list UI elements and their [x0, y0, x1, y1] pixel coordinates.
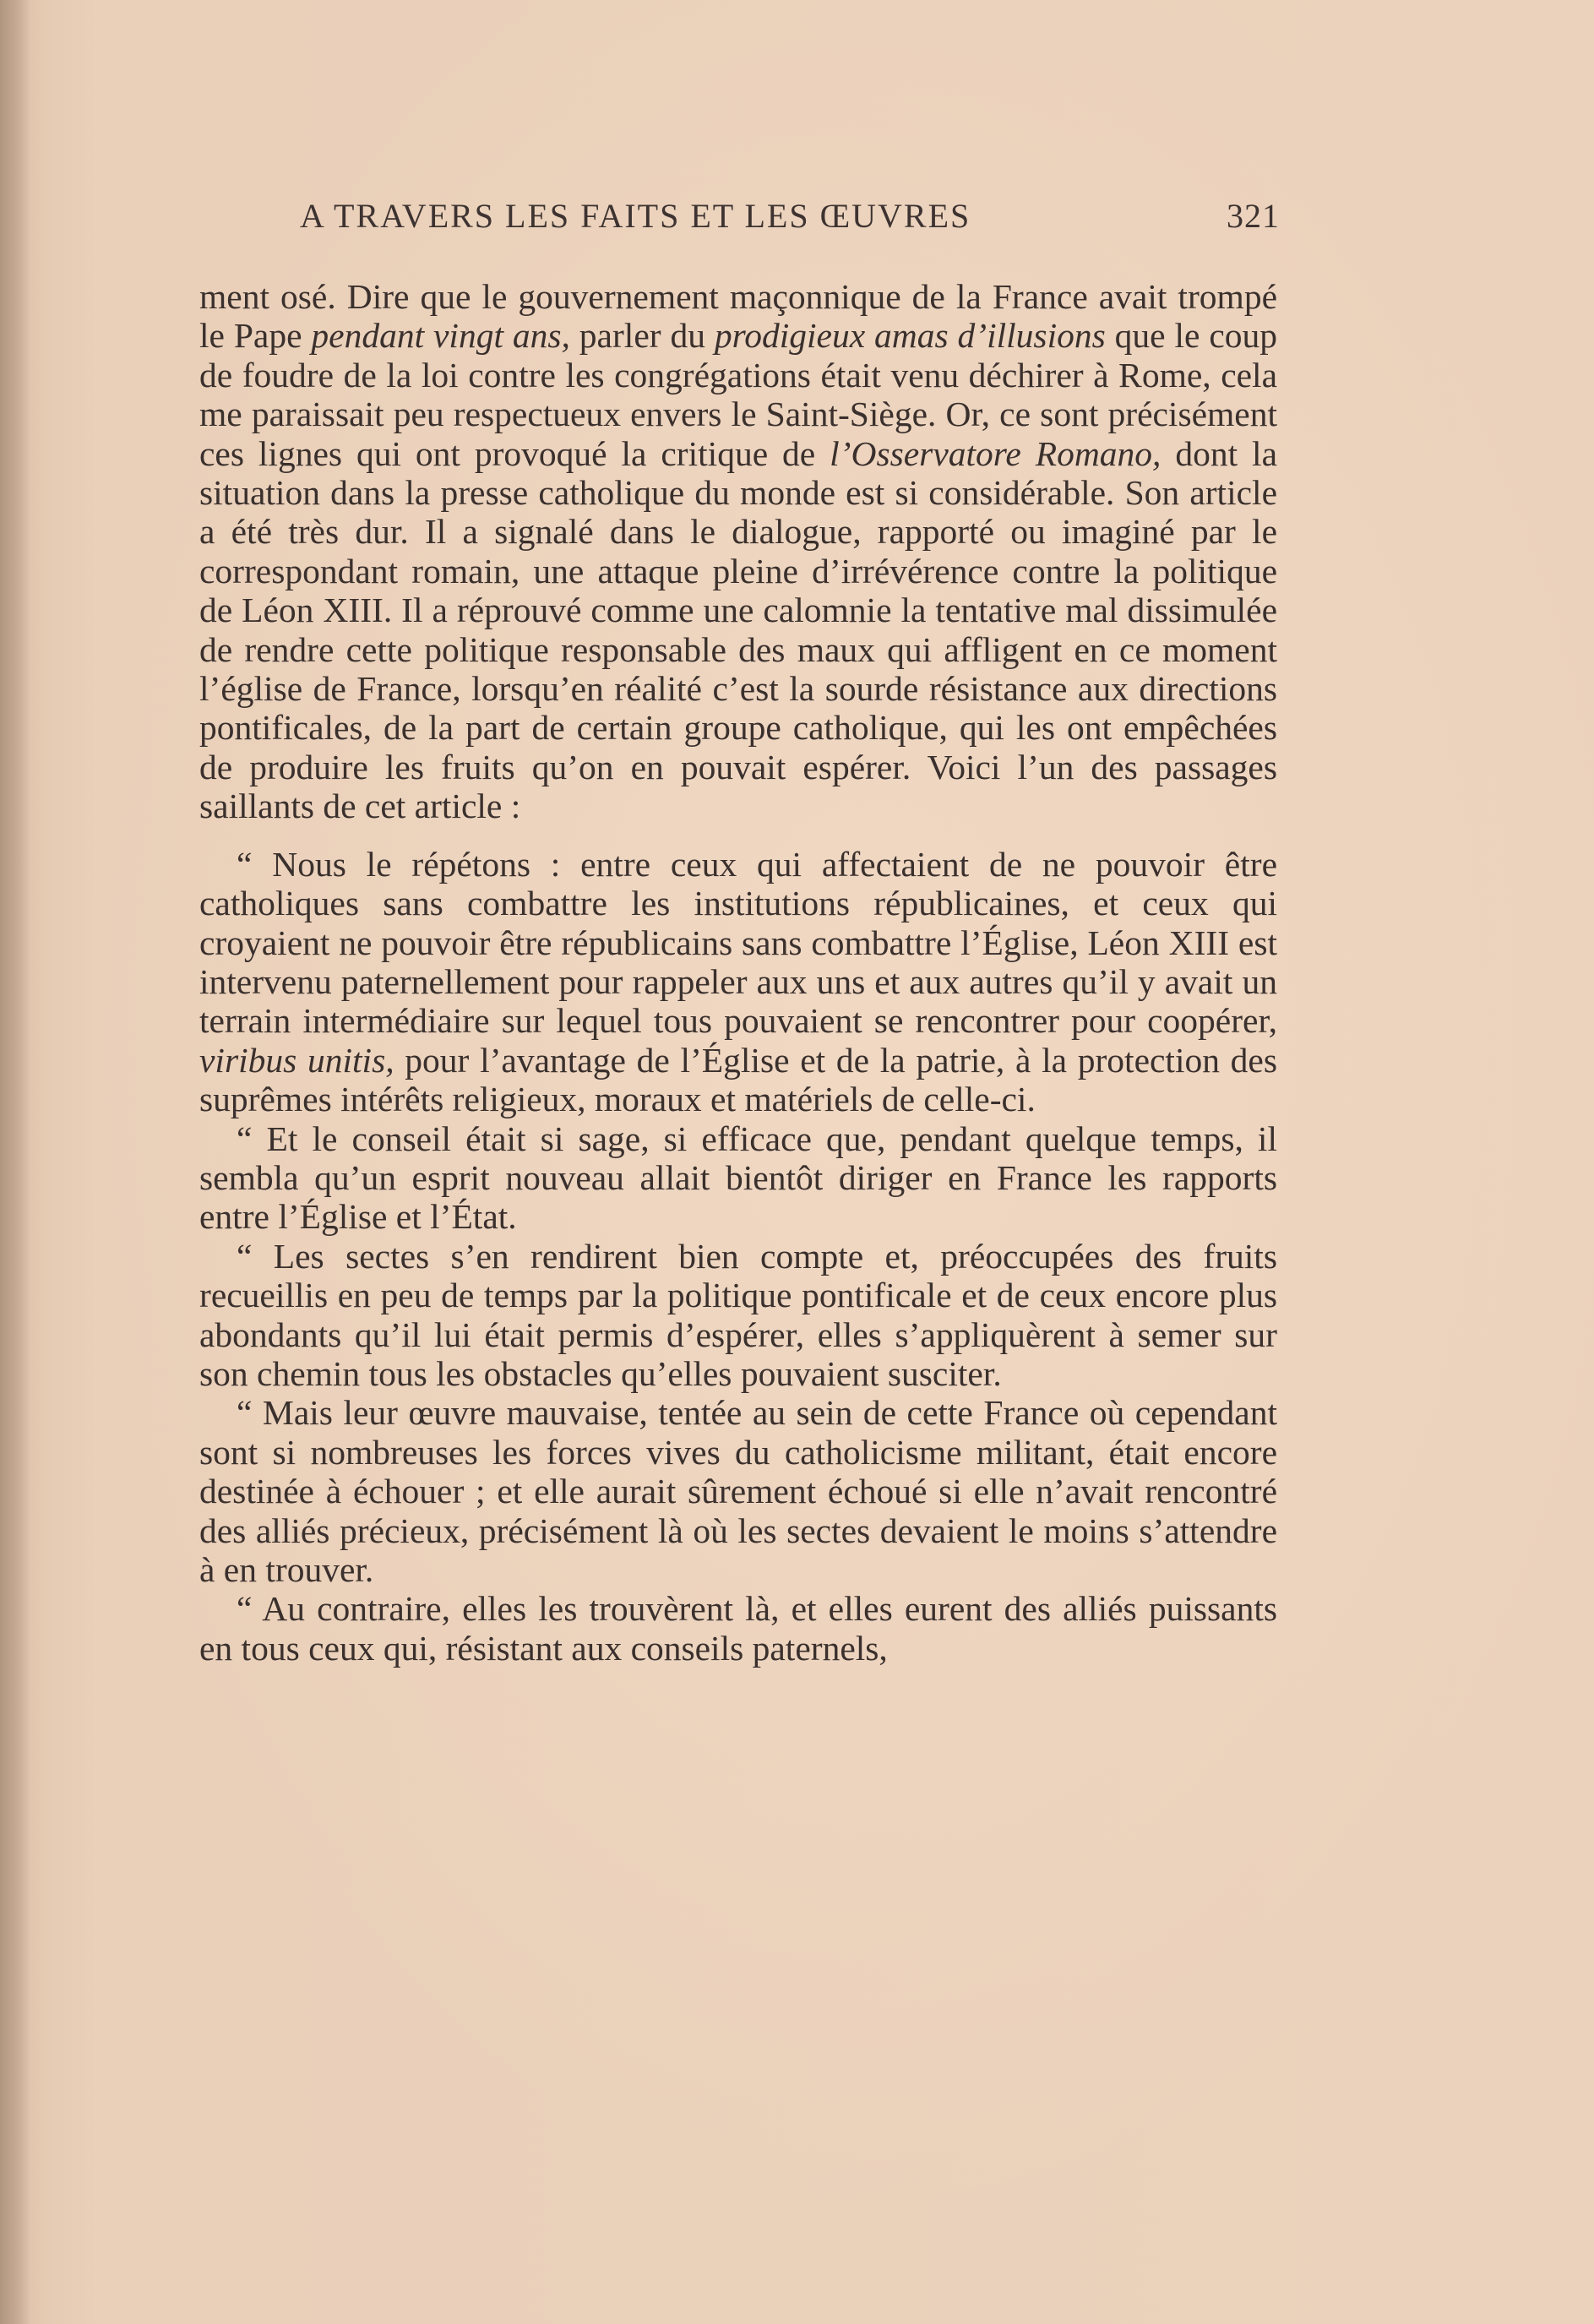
italic-segment: l’Osservatore Romano,: [830, 433, 1161, 473]
text-segment: parler du: [569, 316, 715, 356]
quote-paragraph-3: [199, 1237, 1277, 1394]
quote-paragraph-5: [199, 1589, 1277, 1668]
text-segment: pour l’avantage de l’Église et de la patrie, à la protection des suprêmes intérêts religieux, moraux et matériels de celle-ci.: [199, 1040, 1277, 1119]
paragraph-intro: [199, 277, 1277, 826]
text-segment: que le coup de foudre de la loi contre les congrégations était venu déchirer à Rome, cela me paraissait peu respectueux envers le Saint-Siège. Or, ce sont précisément ces lignes qui ont provoqué la critique de: [199, 316, 1278, 473]
page-binding-edge: [0, 0, 30, 2324]
running-head: [300, 196, 1280, 247]
italic-segment: viribus unitis,: [199, 1040, 394, 1080]
text-segment: dont la situation dans la presse catholique du monde est si considérable. Son article a été très dur. Il a signalé dans le dialogue, rapporté ou imaginé par le correspondant romain, une attaque pleine d’irrévérence contre la politique de Léon XIII. Il a réprouvé comme une calomnie la tentative mal dissimulée de rendre cette politique responsable des maux qui affligent en ce moment l’église de France, lorsqu’en réalité c’est la sourde résistance aux directions pontificales, de la part de certain groupe catholique, qui les ont empêchées de produire les fruits qu’on en pouvait espérer. Voici l’un des passages saillants de cet article :: [199, 433, 1278, 826]
running-title: A TRAVERS LES FAITS ET LES ŒUVRES: [300, 197, 971, 235]
text-segment: “ Les sectes s’en rendirent bien compte et, préoccupées des fruits recueillis en peu de temps par la politique pontificale et de ceux encore plus abondants qu’il lui était permis d’espérer, elles s’appliquèrent à semer sur son chemin tous les obstacles qu’elles pouvaient susciter.: [199, 1236, 1277, 1393]
text-segment: “ Au contraire, elles les trouvèrent là, et elles eurent des alliés puissants en tous ceux qui, résistant aux conseils paternels,: [199, 1589, 1277, 1668]
text-segment: ment osé. Dire que le gouvernement maçonnique de la France avait trompé le Pape: [199, 277, 1277, 356]
quote-paragraph-2: [199, 1119, 1277, 1237]
text-segment: “ Nous le répétons : entre ceux qui affectaient de ne pouvoir être catholiques sans combattre les institutions républicaines, et ceux qui croyaient ne pouvoir être républicains sans combattre l’Église, Léon XIII est intervenu paternellement pour rappeler aux uns et aux autres qu’il y avait un terrain intermédiaire sur lequel tous pouvaient se rencontrer pour coopérer,: [199, 844, 1277, 1041]
quote-paragraph-4: [199, 1393, 1277, 1589]
quote-paragraph-1: [199, 845, 1277, 1119]
body-text: [199, 277, 1277, 1668]
text-segment: “ Et le conseil était si sage, si efficace que, pendant quelque temps, il sembla qu’un esprit nouveau allait bientôt diriger en France les rapports entre l’Église et l’État.: [199, 1118, 1277, 1237]
text-segment: “ Mais leur œuvre mauvaise, tentée au sein de cette France où cependant sont si nombreuses les forces vives du catholicisme militant, était encore destinée à échouer ; et elle aurait sûrement échoué si elle n’avait rencontré des alliés précieux, précisément là où les sectes devaient le moins s’attendre à en trouver.: [199, 1393, 1277, 1589]
italic-segment: pendant vingt ans,: [311, 316, 570, 356]
page-number: 321: [1227, 197, 1280, 235]
italic-segment: prodigieux amas d’illusions: [714, 316, 1106, 356]
